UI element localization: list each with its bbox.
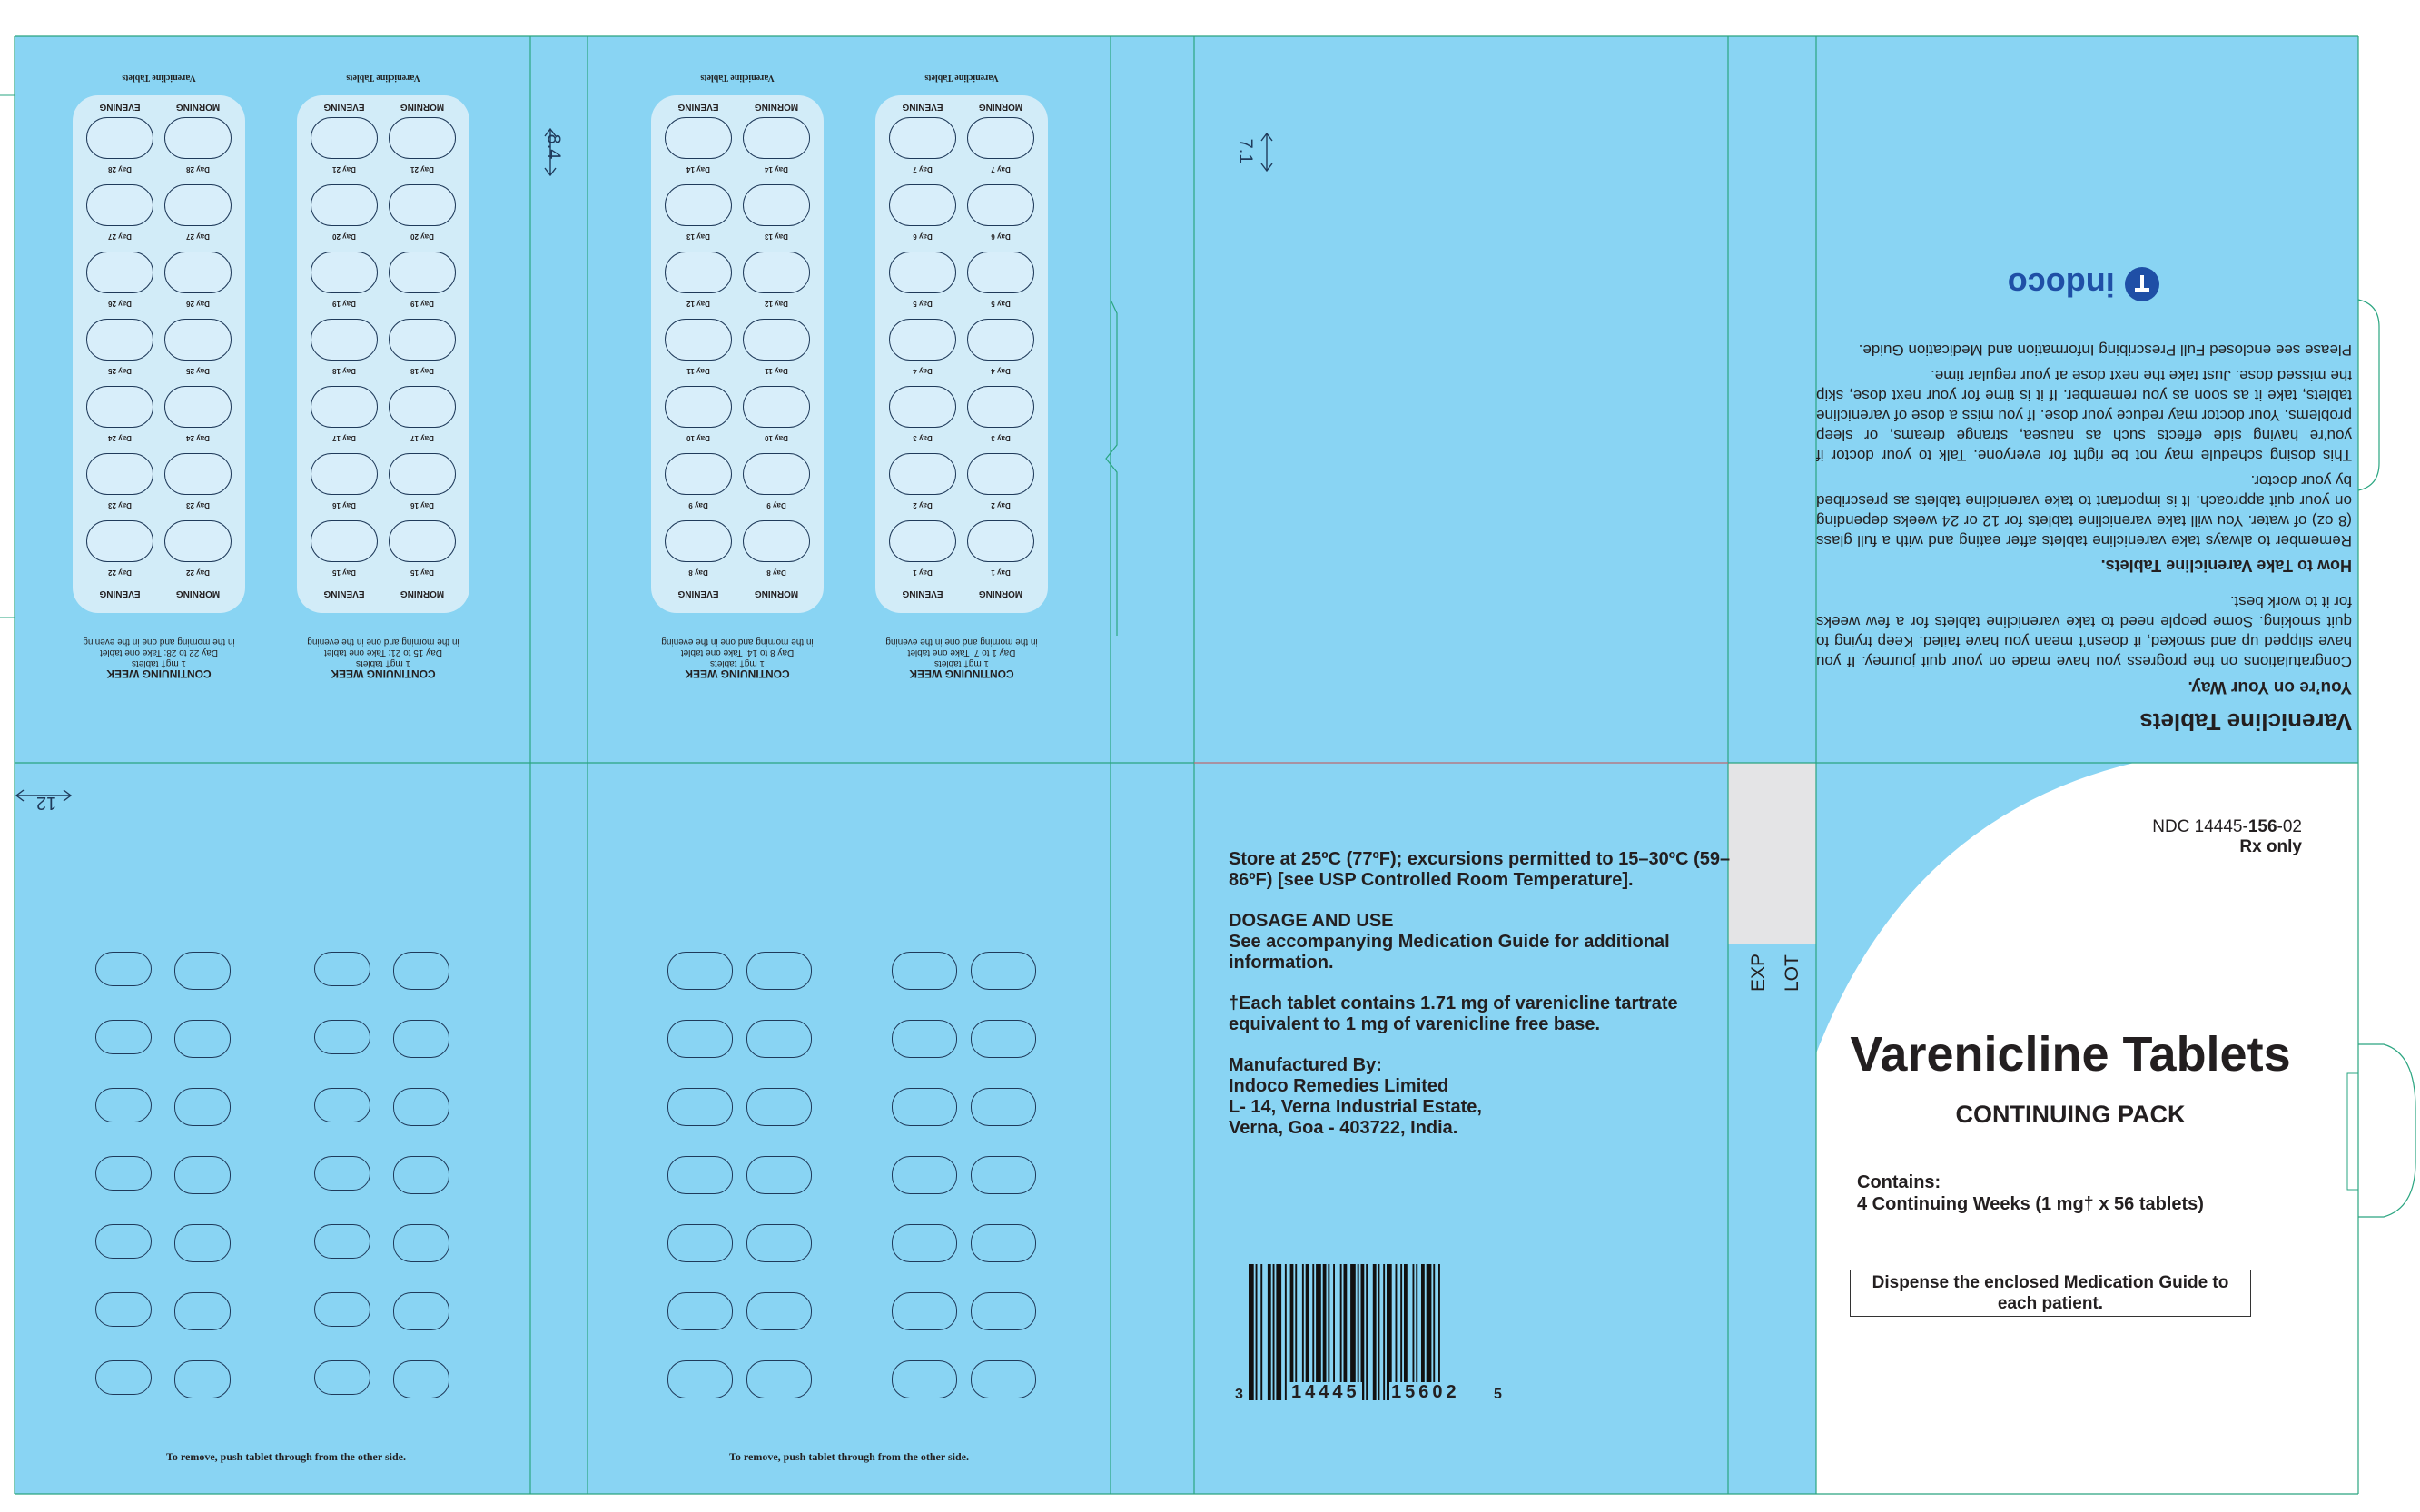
barcode-bar (1416, 1264, 1417, 1400)
day-slot: Day 8 Day 8 (651, 511, 824, 580)
push-note-right: To remove, push tablet through from the other side. (728, 1450, 969, 1463)
tablet-pocket (314, 1020, 370, 1054)
dim-left-flap-arrow (541, 127, 559, 177)
tablet-pocket (746, 1292, 812, 1330)
barcode-bar (1249, 1264, 1254, 1400)
day-slot: Day 14 Day 14 (651, 108, 824, 177)
day-slot: Day 26 Day 26 (73, 242, 245, 311)
each-tablet-text: †Each tablet contains 1.71 mg of varenicline tartrate equivalent to 1 mg of varenicline free base. (1229, 993, 1678, 1034)
manufacturer-heading: Manufactured By: (1229, 1055, 1382, 1075)
tablet-pocket (971, 1292, 1036, 1330)
dispense-box: Dispense the enclosed Medication Guide to each patient. (1850, 1270, 2251, 1317)
contains-label: Contains: (1857, 1172, 1941, 1192)
tablet-pocket (314, 1224, 370, 1259)
card-title: Varenicline Tablets (924, 73, 999, 83)
dim-bottom-left: 12 (36, 793, 57, 813)
tablet-pocket (174, 952, 231, 990)
tablet-pocket (892, 1088, 957, 1126)
patient-para1: Congratulations on the progress you have made on your quit journey. If you have slipped up and smoked, it doesn’t mean you have failed. Keep trying to quit smoking. Some people need to take varenicline tablets for a few weeks for it to work best. (1816, 593, 2352, 670)
dim-bottom-left-arrow (15, 786, 73, 805)
barcode-bar (1433, 1264, 1435, 1400)
product-subtitle: CONTINUING PACK (1955, 1101, 2186, 1128)
dosage-heading: DOSAGE AND USE (1229, 911, 1394, 931)
patient-title: Varenicline Tablets (2139, 708, 2352, 736)
barcode-digits-group1: 14445 (1291, 1382, 1360, 1402)
barcode-bar (1358, 1264, 1359, 1400)
day-slot: Day 17 Day 17 (297, 377, 469, 446)
day-slot: Day 12 Day 12 (651, 242, 824, 311)
push-note-left: To remove, push tablet through from the other side. (165, 1450, 406, 1463)
tablet-pocket (746, 1360, 812, 1398)
tablet-pocket (746, 952, 812, 990)
exp-label: EXP (1748, 953, 1769, 992)
tablet-pocket (892, 1224, 957, 1262)
tablet-pocket (393, 952, 449, 990)
patient-para2: Remember to always take varenicline tablets after eating and with a full glass (8 oz) of water. You will take varenicline tablets for 12 or 24 weeks depending on your quit approach. It is important to take varenicline tablets as prescribed by your doctor. (1816, 472, 2352, 549)
tablet-pocket (971, 1156, 1036, 1194)
patient-info-panel (1816, 118, 2352, 736)
barcode-digit-right: 5 (1494, 1387, 1502, 1402)
tablet-pocket (892, 1020, 957, 1058)
tablet-pocket (667, 1088, 733, 1126)
barcode-bar (1366, 1264, 1368, 1400)
barcode-bar (1404, 1264, 1408, 1400)
day-slot: Day 3 Day 3 (875, 377, 1048, 446)
barcode-bar (1387, 1264, 1392, 1400)
blister-card-week-2: MORNING EVENING Day 8 Day 8 Day 9 Day 9 Day 10 Day 10 Day 11 Day 11 Day 12 Day 12 Day 13 Day 13 Day 14 Day 14 MORNING EVENING (651, 95, 824, 613)
day-slot: Day 5 Day 5 (875, 242, 1048, 311)
tablet-pocket (393, 1292, 449, 1330)
tablet-pocket (314, 1088, 370, 1122)
barcode-bar (1378, 1264, 1380, 1400)
day-slot: Day 11 Day 11 (651, 310, 824, 379)
indoco-logo: indoco (1816, 265, 2352, 303)
day-slot: Day 25 Day 25 (73, 310, 245, 379)
ndc-block (2152, 817, 2302, 857)
dim-mid-flap: 7.1 (1235, 138, 1256, 164)
day-slot: Day 7 Day 7 (875, 108, 1048, 177)
tablet-pocket (971, 952, 1036, 990)
barcode-bar (1350, 1264, 1356, 1400)
exp-lot-box (1728, 763, 1816, 944)
barcode-bar (1256, 1264, 1258, 1400)
tablet-pocket (971, 1224, 1036, 1262)
barcode-bar (1306, 1264, 1309, 1400)
barcode-bar (1290, 1264, 1294, 1400)
tablet-pocket (314, 1292, 370, 1327)
lot-label: LOT (1782, 954, 1803, 992)
patient-subtitle: You’re on Your Way. (2188, 677, 2352, 697)
blister-card-week-3: MORNING EVENING Day 15 Day 15 Day 16 Day 16 Day 17 Day 17 Day 18 Day 18 Day 19 Day 19 Day 20 Day 20 Day 21 Day 21 MORNING EVENING (297, 95, 469, 613)
tablet-pocket (667, 1292, 733, 1330)
barcode-bar (1400, 1264, 1402, 1400)
tablet-pocket (95, 1360, 152, 1395)
tablet-pocket (95, 952, 152, 986)
rx-only: Rx only (2239, 837, 2302, 856)
day-slot: Day 16 Day 16 (297, 444, 469, 513)
contains-block (1857, 1171, 2204, 1215)
tablet-pocket (971, 1020, 1036, 1058)
dim-left-flap: 8.4 (543, 133, 564, 160)
tablet-pocket (174, 1156, 231, 1194)
barcode-bar (1295, 1264, 1297, 1400)
day-slot: Day 28 Day 28 (73, 108, 245, 177)
tablet-pocket (667, 1156, 733, 1194)
barcode-bar (1340, 1264, 1342, 1400)
day-slot: Day 15 Day 15 (297, 511, 469, 580)
contains-text: 4 Continuing Weeks (1 mg† x 56 tablets) (1857, 1194, 2204, 1214)
card-title: Varenicline Tablets (346, 73, 420, 83)
day-slot: Day 19 Day 19 (297, 242, 469, 311)
week-info-1-7: CONTINUING WEEK 1 mg† tablets Day 1 to 7: Take one tablet in the morning and one in the evening (885, 637, 1038, 680)
week-info-22-28: CONTINUING WEEK 1 mg† tablets Day 22 to 28: Take one tablet in the morning and one in the evening (83, 637, 235, 680)
day-slot: Day 2 Day 2 (875, 444, 1048, 513)
tablet-pocket (393, 1360, 449, 1398)
tablet-pocket (95, 1292, 152, 1327)
tablet-pocket (892, 1292, 957, 1330)
day-slot: Day 20 Day 20 (297, 175, 469, 244)
tablet-pocket (393, 1224, 449, 1262)
tablet-pocket (667, 952, 733, 990)
tablet-pocket (746, 1020, 812, 1058)
barcode-bar (1260, 1264, 1262, 1400)
ndc-number: NDC 14445-156-02 (2152, 817, 2302, 836)
barcode-bar (1438, 1264, 1440, 1400)
day-slot: Day 22 Day 22 (73, 511, 245, 580)
patient-para3: This dosing schedule may not be right for everyone. Talk to your doctor if you’re having side effects such as nausea, strange dreams, or sleep problems. Your doctor may reduce your dose. If you miss a dose of varenicline tablets, take it as soon as you remember. If it is time for your next dose, skip the missed dose. Just take the next dose at your regular time. (1816, 367, 2352, 464)
tablet-pocket (95, 1156, 152, 1191)
tablet-pocket (174, 1088, 231, 1126)
barcode-bar (1413, 1264, 1415, 1400)
tablet-pocket (174, 1020, 231, 1058)
tablet-pocket (174, 1292, 231, 1330)
day-slot: Day 24 Day 24 (73, 377, 245, 446)
barcode-bar (1273, 1264, 1275, 1400)
barcode-bar (1285, 1264, 1287, 1400)
day-slot: Day 23 Day 23 (73, 444, 245, 513)
tablet-pocket (95, 1020, 152, 1054)
barcode-digit-left: 3 (1235, 1387, 1243, 1402)
barcode-bar (1373, 1264, 1377, 1400)
barcode-bar (1323, 1264, 1327, 1400)
tablet-pocket (892, 1156, 957, 1194)
tablet-pocket (971, 1088, 1036, 1126)
tablet-pocket (892, 952, 957, 990)
blister-card-week-1: MORNING EVENING Day 1 Day 1 Day 2 Day 2 Day 3 Day 3 Day 4 Day 4 Day 5 Day 5 Day 6 Day 6 Day 7 Day 7 MORNING EVENING (875, 95, 1048, 613)
day-slot: Day 13 Day 13 (651, 175, 824, 244)
tablet-pocket (314, 1156, 370, 1191)
patient-para4: Please see enclosed Full Prescribing Information and Medication Guide. (1858, 341, 2352, 359)
dim-mid-flap-arrow (1258, 132, 1276, 173)
barcode-bar (1333, 1264, 1335, 1400)
day-slot: Day 10 Day 10 (651, 377, 824, 446)
barcode-bar (1276, 1264, 1281, 1400)
card-title: Varenicline Tablets (122, 73, 196, 83)
tablet-pocket (174, 1224, 231, 1262)
tablet-pocket (746, 1224, 812, 1262)
week-info-8-14: CONTINUING WEEK 1 mg† tablets Day 8 to 14: Take one tablet in the morning and one in the evening (661, 637, 814, 680)
day-slot: Day 27 Day 27 (73, 175, 245, 244)
dosage-text: See accompanying Medication Guide for additional information. (1229, 932, 1670, 973)
manufacturer-line1: Indoco Remedies Limited (1229, 1076, 1449, 1096)
barcode-bar (1328, 1264, 1329, 1400)
day-slot: Day 9 Day 9 (651, 444, 824, 513)
product-title: Varenicline Tablets (1850, 1027, 2291, 1082)
day-slot: Day 6 Day 6 (875, 175, 1048, 244)
tablet-pocket (746, 1088, 812, 1126)
tablet-pocket (174, 1360, 231, 1398)
blister-card-week-4: MORNING EVENING Day 22 Day 22 Day 23 Day 23 Day 24 Day 24 Day 25 Day 25 Day 26 Day 26 Day 27 Day 27 Day 28 Day 28 MORNING EVENING (73, 95, 245, 613)
manufacturer-line3: Verna, Goa - 403722, India. (1229, 1118, 1458, 1138)
card-title: Varenicline Tablets (700, 73, 775, 83)
front-panel-blue-curve (1816, 763, 2134, 1053)
tablet-pocket (95, 1224, 152, 1259)
barcode-digits-group2: 15602 (1391, 1382, 1460, 1402)
tablet-pocket (971, 1360, 1036, 1398)
manufacturer-line2: L- 14, Verna Industrial Estate, (1229, 1097, 1482, 1117)
tablet-pocket (95, 1088, 152, 1122)
day-slot: Day 21 Day 21 (297, 108, 469, 177)
tablet-pocket (667, 1360, 733, 1398)
tablet-pocket (667, 1020, 733, 1058)
barcode-bar (1361, 1264, 1365, 1400)
barcode-bar (1312, 1264, 1314, 1400)
tablet-pocket (393, 1156, 449, 1194)
day-slot: Day 1 Day 1 (875, 511, 1048, 580)
tablet-pocket (314, 1360, 370, 1395)
barcode-bar (1316, 1264, 1321, 1400)
tablet-pocket (667, 1224, 733, 1262)
day-slot: Day 4 Day 4 (875, 310, 1048, 379)
barcode-bar (1421, 1264, 1425, 1400)
barcode-bar (1396, 1264, 1398, 1400)
tablet-pocket (314, 952, 370, 986)
storage-panel (1229, 849, 1737, 1159)
barcode-bar (1383, 1264, 1385, 1400)
me-header: MORNING EVENING (99, 588, 221, 598)
indoco-logo-mark (2124, 266, 2160, 302)
day-slot: Day 18 Day 18 (297, 310, 469, 379)
tablet-pocket (892, 1360, 957, 1398)
week-info-15-21: CONTINUING WEEK 1 mg† tablets Day 15 to 21: Take one tablet in the morning and one in the evening (307, 637, 459, 680)
barcode-bar (1302, 1264, 1304, 1400)
tablet-pocket (746, 1156, 812, 1194)
tablet-pocket (393, 1020, 449, 1058)
barcode-bar (1427, 1264, 1432, 1400)
barcode-bar (1268, 1264, 1271, 1400)
tablet-pocket (393, 1088, 449, 1126)
storage-text: Store at 25ºC (77ºF); excursions permitted to 15–30ºC (59–86ºF) [see USP Controlled Room Temperature]. (1229, 849, 1731, 890)
upc-barcode (1249, 1264, 1503, 1409)
patient-heading2: How to Take Varenicline Tablets. (2100, 557, 2352, 575)
barcode-bar (1344, 1264, 1348, 1400)
